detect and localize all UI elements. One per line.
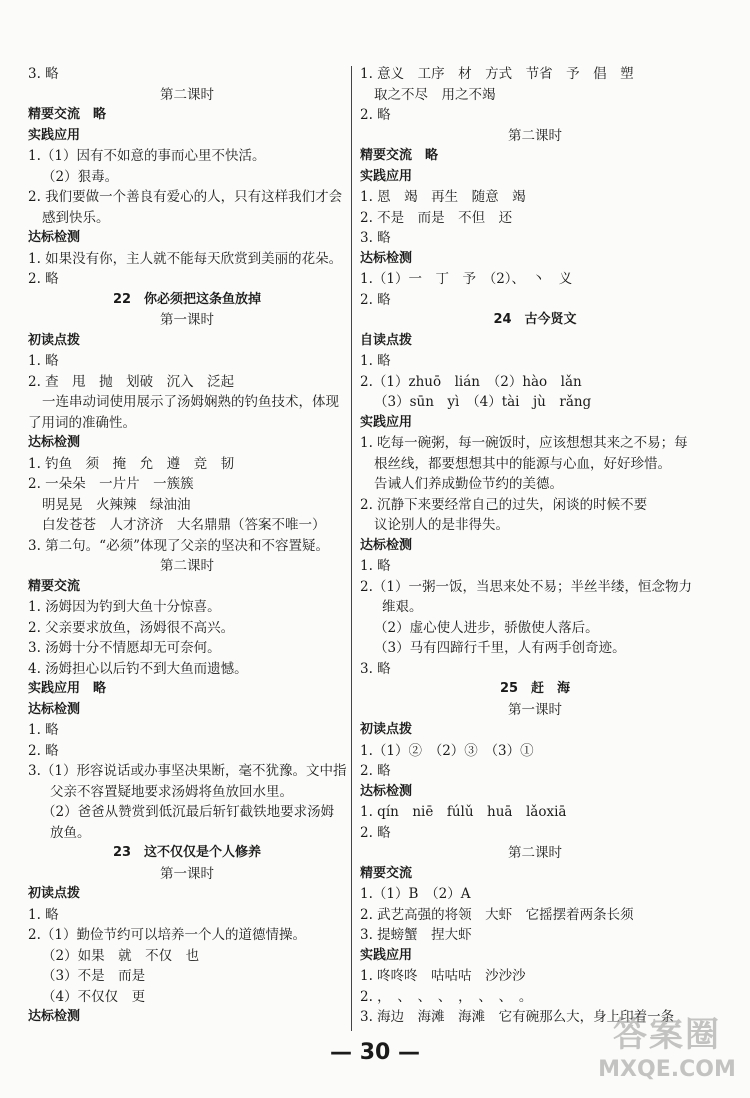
section-heading: 达标检测 (360, 537, 413, 553)
section-heading: 达标检测 (28, 435, 81, 450)
text-line: 维艰。 (382, 599, 423, 615)
text-line: 白发苍苍 人才济济 大名鼎鼎（答案不唯一） (42, 517, 326, 533)
text-line: 3. 第二句。“必须”体现了父亲的坚决和不容置疑。 (28, 537, 329, 554)
text-line: （4）不仅仅 更 (42, 988, 146, 1005)
text-line: （2）爸爸从赞赏到低沉最后斩钉截铁地要求汤姆 (42, 804, 335, 820)
text-line: 1.（1）B （2）A (360, 886, 471, 902)
text-line: （2）虚心使人进步，骄傲使人落后。 (374, 619, 599, 636)
text-line: 2. 略 (360, 291, 391, 308)
text-line: 明晃晃 火辣辣 绿油油 (42, 496, 191, 513)
section-heading: 初读点拨 (360, 722, 413, 737)
text-line: 1. 略 (360, 558, 391, 574)
text-line: 1.（1）一 丁 予 （2）、 丶 义 (360, 271, 573, 287)
text-line: 3. 海边 海滩 海滩 它有碗那么大，身上印着一条 (360, 1009, 675, 1025)
text-line: 2. 略 (28, 271, 59, 287)
text-line: 1. 意义 工序 材 方式 节省 予 倡 塑 (360, 66, 634, 82)
section-heading: 实践应用 略 (28, 681, 107, 696)
period-heading: 第二课时 (508, 127, 562, 144)
section-heading: 自读点拨 (360, 332, 413, 348)
text-line: 3. 汤姆十分不情愿却无可奈何。 (28, 640, 221, 656)
text-line: （2）如果 就 不仅 也 (42, 947, 200, 964)
text-line: 2. 沉静下来要经常自己的过失，闲谈的时候不要 (360, 496, 648, 513)
period-heading: 第一课时 (160, 865, 214, 882)
right-column (360, 64, 710, 1028)
text-line: （3）不是 而是 (42, 968, 146, 984)
text-line: 1. 钓鱼 须 掩 允 遵 竞 韧 (28, 455, 235, 472)
period-heading: 第二课时 (160, 86, 214, 103)
text-line: 2. 略 (360, 107, 391, 123)
lesson-title: 23 这不仅仅是个人修养 (112, 845, 262, 860)
text-line: （3）sūn yì （4）tài jù rǎng (374, 394, 592, 410)
section-heading: 实践应用 (360, 168, 413, 184)
text-line: 2. 父亲要求放鱼，汤姆很不高兴。 (28, 619, 235, 636)
text-line: 2. 略 (360, 763, 391, 779)
section-heading: 实践应用 (360, 947, 413, 963)
period-heading: 第二课时 (160, 558, 214, 574)
text-line: （2）狠毒。 (42, 168, 119, 185)
section-heading: 实践应用 (28, 127, 81, 143)
text-line: 一连串动词使用展示了汤姆娴熟的钓鱼技术，体现 (42, 394, 339, 410)
section-heading: 初读点拨 (28, 332, 81, 348)
text-line: 1. 汤姆因为钓到大鱼十分惊喜。 (28, 599, 221, 615)
text-line: 了用词的准确性。 (28, 414, 136, 431)
watermark-text: 答案圈 (613, 1015, 721, 1055)
section-heading: 达标检测 (360, 250, 413, 266)
text-line: 4. 汤姆担心以后钓不到大鱼而遗憾。 (28, 660, 248, 677)
section-heading: 达标检测 (28, 701, 81, 717)
lesson-title: 24 古今贤文 (493, 312, 577, 327)
text-line: 取之不尽 用之不竭 (374, 86, 496, 103)
section-heading: 精要交流 略 (360, 148, 439, 163)
text-line: 3. 略 (28, 66, 59, 82)
text-line: 1. 略 (28, 722, 59, 738)
text-line: 3. 提螃蟹 捏大虾 (360, 927, 472, 943)
text-line: 根丝线，都要想想其中的能源与心血，好好珍惜。 (374, 455, 671, 472)
text-line: 议论别人的是非得失。 (374, 517, 509, 533)
text-line: 2. 我们要做一个善良有爱心的人，只有这样我们才会 (28, 189, 343, 205)
text-line: 2. 略 (360, 824, 391, 841)
watermark-logo (592, 1012, 742, 1092)
text-line: 1. 咚咚咚 咕咕咕 沙沙沙 (360, 968, 526, 984)
text-line: 感到快乐。 (42, 209, 110, 226)
text-line: 2. 一朵朵 一片片 一簇簇 (28, 476, 194, 492)
section-heading: 精要交流 (28, 578, 81, 594)
text-line: 1. 略 (360, 353, 391, 369)
section-heading: 达标检测 (360, 783, 413, 799)
text-line: 2.（1）一粥一饭，当思来处不易；半丝半缕，恒念物力 (360, 578, 692, 595)
text-line: 3. 略 (360, 660, 391, 677)
column-divider (351, 66, 352, 1031)
text-line: 2.（1）勤俭节约可以培养一个人的道德情操。 (28, 927, 306, 943)
text-line: 1. 略 (28, 353, 59, 369)
text-line: 2. 略 (28, 742, 59, 759)
text-line: 1. qín niē fúlǔ huā lǎoxiā (360, 804, 567, 820)
text-line: 1.（1）② （2）③ （3）① (360, 742, 534, 759)
text-line: 3.（1）形容说话或办事坚决果断，毫不犹豫。文中指 (28, 763, 346, 779)
period-heading: 第一课时 (160, 312, 214, 328)
text-line: 告诫人们养成勤俭节约的美德。 (374, 476, 563, 492)
section-heading: 实践应用 (360, 414, 413, 430)
text-line: 父亲不容置疑地要求汤姆将鱼放回水里。 (50, 783, 293, 800)
section-heading: 精要交流 (360, 865, 413, 881)
page-number: — 30 — (330, 1040, 420, 1065)
text-line: 1. 略 (28, 906, 59, 923)
text-line: 放鱼。 (50, 824, 91, 841)
section-heading: 达标检测 (28, 1009, 81, 1024)
text-line: （3）马有四蹄行千里，人有两手创奇迹。 (374, 640, 626, 656)
section-heading: 初读点拨 (28, 886, 81, 901)
period-heading: 第一课时 (508, 701, 562, 718)
text-line: 1. 如果没有你，主人就不能每天欣赏到美丽的花朵。 (28, 250, 343, 267)
section-heading: 达标检测 (28, 230, 81, 245)
text-line: 3. 略 (360, 230, 391, 246)
text-line: 2. ， 、 、 、 ， 、 、 。 (360, 988, 533, 1005)
text-line: 2. 武艺高强的将领 大虾 它摇摆着两条长须 (360, 906, 634, 923)
text-line: 1.（1）因有不如意的事而心里不快活。 (28, 148, 266, 164)
text-line: 2.（1）zhuō lián （2）hào lǎn (360, 373, 582, 390)
watermark-url: MXQE.COM (598, 1057, 736, 1082)
period-heading: 第二课时 (508, 845, 562, 861)
lesson-title: 25 赶 海 (499, 681, 571, 696)
lesson-title: 22 你必须把这条鱼放掉 (112, 291, 262, 307)
section-heading: 精要交流 略 (28, 107, 107, 122)
text-line: 1. 恩 竭 再生 随意 竭 (360, 189, 526, 205)
left-column (28, 64, 346, 1028)
text-line: 1. 吃每一碗粥，每一碗饭时，应该想想其来之不易；每 (360, 435, 688, 451)
text-line: 2. 查 甩 抛 划破 沉入 泛起 (28, 373, 235, 390)
text-line: 2. 不是 而是 不但 还 (360, 209, 513, 226)
